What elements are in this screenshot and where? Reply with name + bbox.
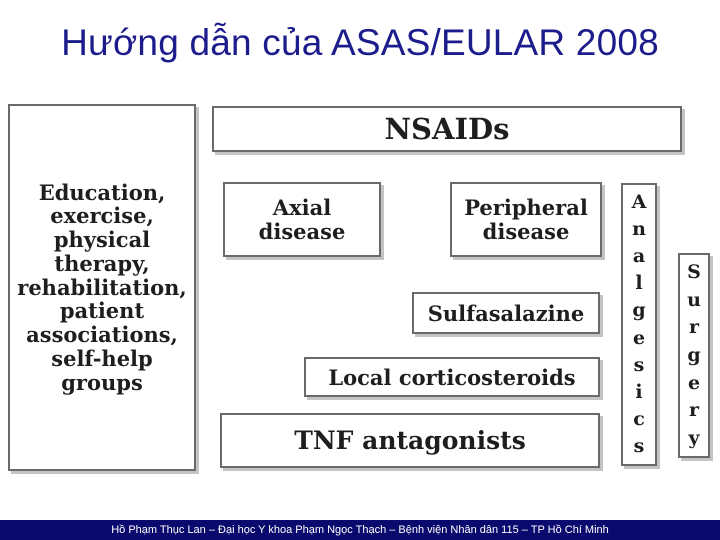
analgesics-letter: l [635, 272, 643, 295]
local-corticosteroids-box: Local corticosteroids [304, 357, 600, 397]
analgesics-letter: a [632, 245, 646, 268]
analgesics-letter: i [635, 380, 643, 403]
analgesics-letter: g [632, 299, 646, 322]
analgesics-letter: c [633, 407, 645, 430]
analgesics-letter: s [633, 434, 645, 457]
surgery-letter: u [687, 288, 701, 311]
sulfasalazine-box: Sulfasalazine [412, 292, 600, 334]
surgery-letter: S [687, 261, 701, 283]
surgery-box [678, 253, 710, 458]
slide-title: Hướng dẫn của ASAS/EULAR 2008 [61, 22, 659, 63]
axial-disease-box: Axial disease [223, 182, 381, 257]
surgery-letter: r [688, 316, 699, 339]
surgery-letter: e [687, 371, 701, 394]
treatment-diagram [8, 100, 714, 518]
analgesics-letter: A [631, 191, 647, 213]
surgery-letter: g [687, 343, 701, 366]
peripheral-disease-box: Peripheral disease [450, 182, 602, 257]
analgesics-letter: s [633, 353, 645, 376]
surgery-letter: r [688, 399, 699, 422]
analgesics-box [621, 183, 657, 466]
tnf-antagonists-box: TNF antagonists [220, 413, 600, 468]
nsaids-box: NSAIDs [212, 106, 682, 152]
footer-text: Hồ Phạm Thục Lan – Đại học Y khoa Phạm Ngọc Thạch – Bệnh viện Nhân dân 115 – TP Hồ Chí Minh [111, 524, 609, 536]
footer-bar [0, 520, 720, 540]
surgery-letter: y [688, 426, 700, 449]
analgesics-letter: e [632, 326, 646, 349]
non-pharmacological-box: Education, exercise, physical therapy, rehabilitation, patient associations, self-help groups [8, 104, 196, 471]
analgesics-letter: n [632, 218, 646, 241]
